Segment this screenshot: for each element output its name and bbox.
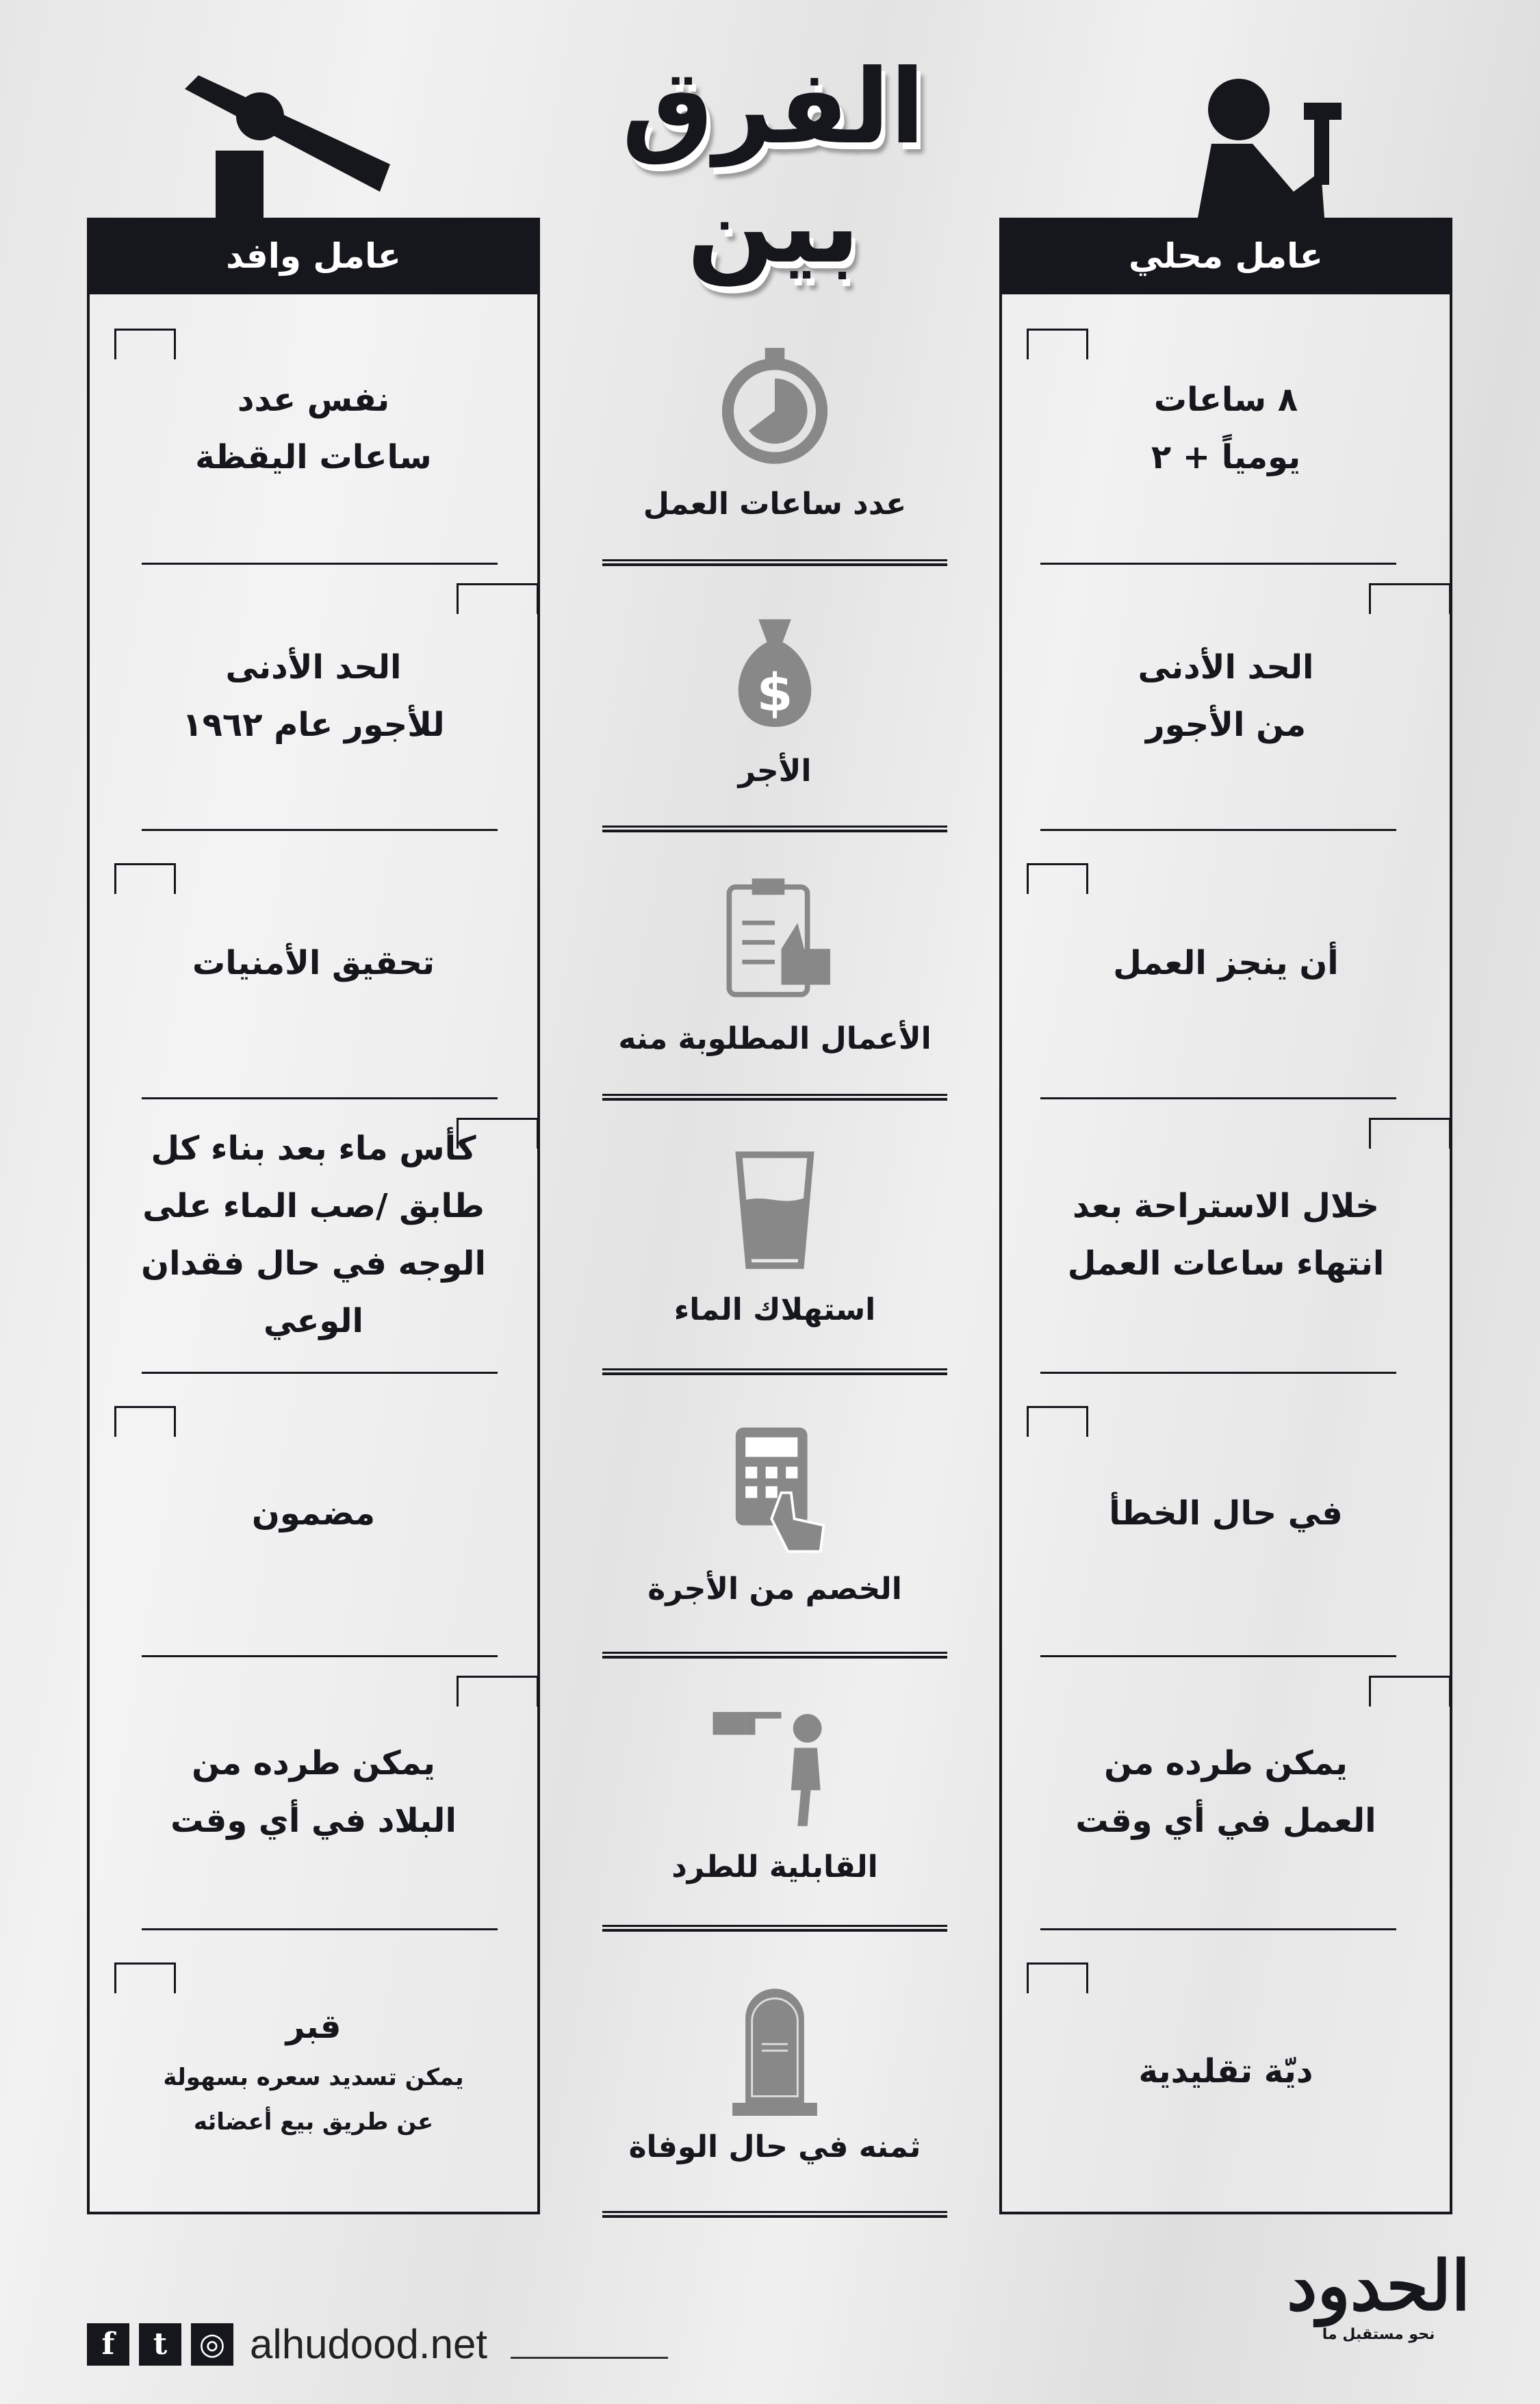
foreign-worker-cell — [87, 563, 540, 829]
foreign-worker-cell — [87, 1655, 540, 1928]
foreign-text-line: كأس ماء بعد بناء كل — [151, 1129, 476, 1168]
criterion-6 — [602, 1655, 947, 1928]
criterion-label: استهلاك الماء — [673, 1292, 876, 1327]
money-bag-icon — [706, 603, 843, 740]
local-text-line: في حال الخطأ — [1109, 1494, 1343, 1533]
local-text-line: من الأجور — [1145, 705, 1307, 744]
center-divider — [602, 2211, 947, 2218]
foreign-text-line: ساعات اليقظة — [195, 438, 432, 476]
foreign-text-line: مضمون — [251, 1494, 376, 1533]
local-text-line: الحد الأدنى — [1138, 648, 1314, 687]
gravestone-icon — [706, 1979, 843, 2116]
footer — [87, 2320, 668, 2368]
local-text-line: خلال الاستراحة بعد — [1073, 1186, 1379, 1225]
criterion-4 — [602, 1097, 947, 1372]
local-text-line: انتهاء ساعات العمل — [1067, 1244, 1385, 1283]
worker-with-hammer-icon — [1157, 68, 1362, 218]
stopwatch-icon — [706, 336, 843, 473]
foreign-subtext-line: يمكن تسديد سعره بسهولة — [163, 2064, 464, 2092]
foreign-worker-cell — [87, 1372, 540, 1655]
facebook-icon[interactable]: f — [87, 2323, 129, 2366]
foreign-text-line: البلاد في أي وقت — [170, 1801, 457, 1840]
local-worker-cell — [999, 1097, 1452, 1372]
criterion-label: القابلية للطرد — [671, 1850, 878, 1884]
foreign-worker-cell — [87, 1928, 540, 2214]
criterion-2 — [602, 563, 947, 829]
criterion-label: الأجر — [738, 754, 812, 789]
worker-carrying-beam-icon — [185, 75, 390, 219]
criterion-label: عدد ساعات العمل — [643, 486, 907, 522]
local-text-line: أن ينجز العمل — [1113, 944, 1339, 982]
instagram-icon[interactable]: ◎ — [191, 2323, 233, 2366]
criterion-5 — [602, 1372, 947, 1655]
foreign-text-line: تحقيق الأمنيات — [192, 944, 435, 982]
foreign-worker-cell — [87, 829, 540, 1097]
criterion-7 — [602, 1928, 947, 2214]
local-worker-cell — [999, 294, 1452, 563]
foreign-text-line: للأجور عام ١٩٦٢ — [182, 705, 445, 744]
foreign-worker-cell — [87, 294, 540, 563]
foreign-text-line: الوجه في حال فقدان — [141, 1244, 486, 1283]
alhudood-logo: الحدود نحو مستقبل ما — [1287, 2245, 1471, 2343]
foreign-text-line: نفس عدد — [237, 381, 390, 419]
criterion-1 — [602, 294, 947, 563]
foreign-text-line: طابق /صب الماء على — [142, 1186, 485, 1225]
local-text-line: ديّة تقليدية — [1138, 2052, 1313, 2090]
local-text-line: يمكن طرده من — [1104, 1743, 1348, 1782]
criterion-label: الخصم من الأجرة — [647, 1571, 902, 1607]
local-worker-cell — [999, 1655, 1452, 1928]
foreign-text-line: قبر — [285, 2008, 342, 2047]
logo-tagline: نحو مستقبل ما — [1322, 2326, 1435, 2343]
page-title: الفرق بين — [621, 48, 925, 286]
local-worker-cell — [999, 1372, 1452, 1655]
foreign-text-line: الوعي — [264, 1301, 363, 1340]
calculator-icon — [706, 1421, 843, 1558]
clipboard-thumbs-up-icon — [706, 871, 843, 1008]
local-worker-cell — [999, 563, 1452, 829]
local-text-line: يومياً + ٢ — [1151, 438, 1301, 476]
criterion-3 — [602, 829, 947, 1097]
divider — [511, 2357, 668, 2359]
local-text-line: العمل في أي وقت — [1075, 1801, 1376, 1840]
foreign-subtext-line: عن طريق بيع أعضائه — [193, 2108, 434, 2136]
website-link[interactable]: alhudood.net — [250, 2321, 487, 2367]
criterion-label: ثمنه في حال الوفاة — [628, 2129, 921, 2164]
foreign-worker-cell — [87, 1097, 540, 1372]
local-worker-cell — [999, 1928, 1452, 2214]
criterion-label: الأعمال المطلوبة منه — [618, 1021, 932, 1056]
pointing-hand-person-icon — [706, 1699, 843, 1836]
twitter-icon[interactable]: t — [139, 2323, 181, 2366]
foreign-text-line: الحد الأدنى — [225, 648, 402, 687]
local-worker-header: عامل محلي — [1002, 218, 1450, 294]
svg-text:$: $ — [756, 662, 793, 724]
foreign-worker-header: عامل وافد — [90, 218, 537, 294]
water-glass-icon — [706, 1142, 843, 1279]
local-worker-cell — [999, 829, 1452, 1097]
local-text-line: ٨ ساعات — [1153, 381, 1298, 419]
foreign-text-line: يمكن طرده من — [192, 1743, 435, 1782]
